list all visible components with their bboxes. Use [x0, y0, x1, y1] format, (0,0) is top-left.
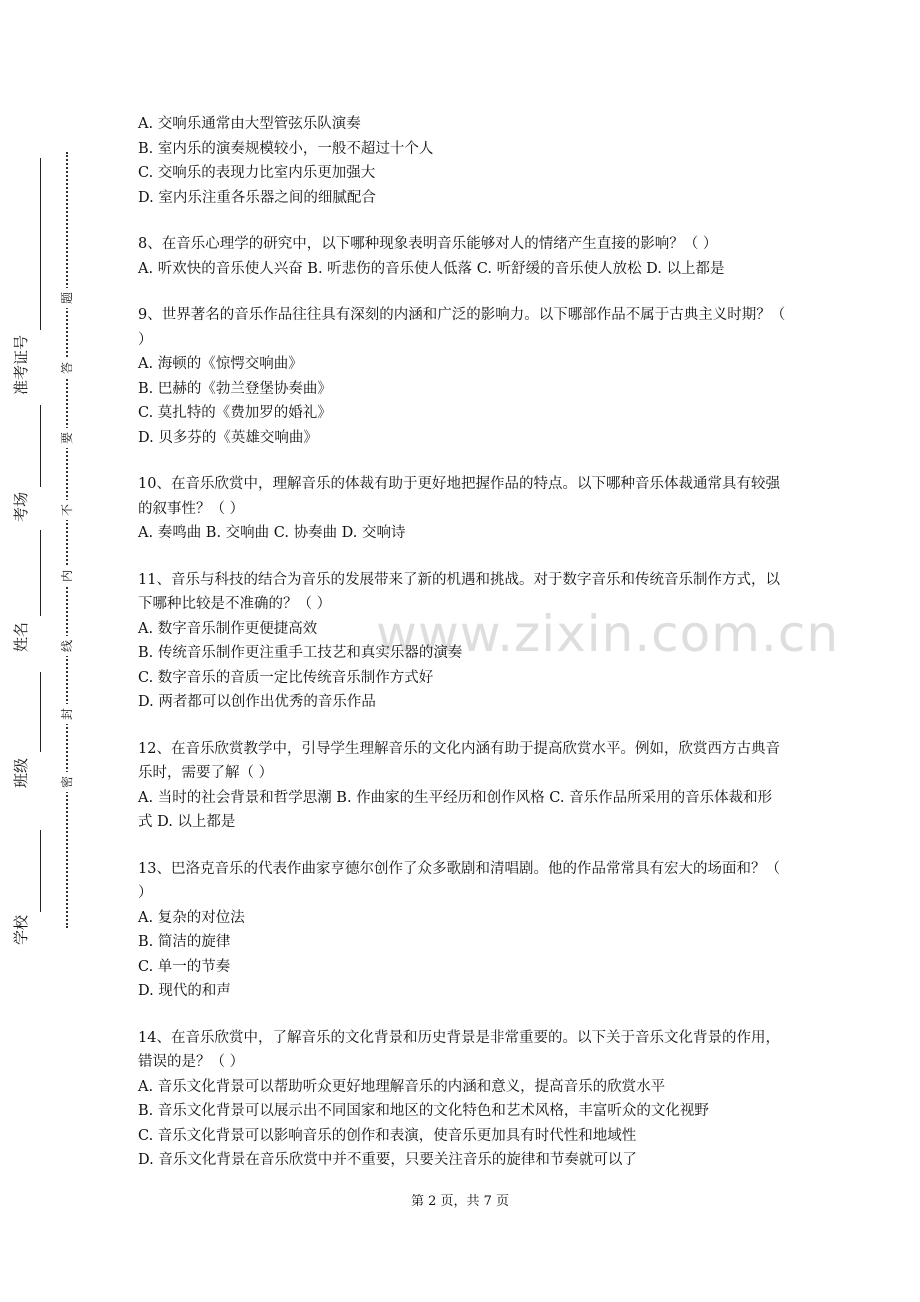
seal-char: 要 — [57, 428, 77, 448]
binding-margin — [0, 0, 100, 1302]
option: B. 简洁的旋律 — [138, 934, 231, 950]
option: B. 室内乐的演奏规模较小，一般不超过十个人 — [138, 140, 434, 157]
option: A. 复杂的对位法 — [138, 909, 245, 926]
option: C. 数字音乐的音质一定比传统音乐制作方式好 — [138, 669, 434, 686]
option: D. 现代的和声 — [138, 983, 231, 999]
question-stem: 14、在音乐欣赏中，了解音乐的文化背景和历史背景是非常重要的。以下关于音乐文化背景的作用，错误的是？（ ） — [138, 1029, 780, 1070]
seal-char: 线 — [57, 636, 77, 656]
field-line-school — [40, 830, 41, 912]
seal-char: 封 — [57, 704, 77, 724]
option: A. 听欢快的音乐使人兴奋 B. 听悲伤的音乐使人低落 C. 听舒缓的音乐使人放松 D. 以上都是 — [138, 260, 725, 277]
seal-char: 内 — [57, 566, 77, 586]
seal-dotted-line — [66, 152, 68, 928]
option: B. 传统音乐制作更注重手工技艺和真实乐器的演奏 — [138, 645, 463, 661]
question-list — [138, 112, 786, 1173]
option: A. 当时的社会背景和哲学思潮 B. 作曲家的生平经历和创作风格 C. 音乐作品所采用的音乐体裁和形式 D. 以上都是 — [138, 789, 773, 830]
option: D. 室内乐注重各乐器之间的细腻配合 — [138, 189, 376, 206]
question-13 — [138, 857, 786, 1004]
seal-char: 题 — [57, 288, 77, 308]
question-stem: 13、巴洛克音乐的代表作曲家亨德尔创作了众多歌剧和清唱剧。他的作品常常具有宏大的场面和？（ ） — [138, 860, 780, 901]
option: A. 音乐文化背景可以帮助听众更好地理解音乐的内涵和意义，提高音乐的欣赏水平 — [138, 1078, 666, 1095]
field-line-room — [40, 405, 41, 487]
question-11 — [138, 568, 786, 715]
option: C. 交响乐的表现力比室内乐更加强大 — [138, 165, 376, 181]
option: D. 两者都可以创作出优秀的音乐作品 — [138, 694, 376, 710]
option: A. 数字音乐制作更便捷高效 — [138, 620, 318, 637]
field-label-name: 姓名 — [12, 621, 30, 652]
page-number-footer: 第 2 页，共 7 页 — [410, 1194, 510, 1209]
seal-char: 不 — [57, 500, 77, 520]
field-label-class: 班级 — [12, 757, 30, 788]
question-14 — [138, 1026, 786, 1173]
option: A. 奏鸣曲 B. 交响曲 C. 协奏曲 D. 交响诗 — [138, 525, 406, 541]
option: C. 音乐文化背景可以影响音乐的创作和表演，使音乐更加具有时代性和地域性 — [138, 1127, 637, 1144]
question-stem: 9、世界著名的音乐作品往往具有深刻的内涵和广泛的影响力。以下哪部作品不属于古典主义时期？（ ） — [138, 307, 786, 348]
question-12 — [138, 737, 786, 835]
field-line-name — [40, 530, 41, 616]
seal-char: 答 — [57, 358, 77, 378]
option: C. 莫扎特的《费加罗的婚礼》 — [138, 405, 332, 421]
question-stem: 10、在音乐欣赏中，理解音乐的体裁有助于更好地把握作品的特点。以下哪种音乐体裁通常具有较强的叙事性？（ ） — [138, 476, 780, 517]
question-8 — [138, 232, 786, 281]
field-label-room: 考场 — [12, 491, 30, 522]
question-stem: 12、在音乐欣赏教学中，引导学生理解音乐的文化内涵有助于提高欣赏水平。例如，欣赏西方古典音乐时，需要了解（ ） — [138, 740, 780, 781]
watermark: www.zixin.com.cn — [376, 605, 840, 663]
option: D. 音乐文化背景在音乐欣赏中并不重要，只要关注音乐的旋律和节奏就可以了 — [138, 1152, 637, 1168]
question-stem: 11、音乐与科技的结合为音乐的发展带来了新的机遇和挑战。对于数字音乐和传统音乐制作方式，以下哪种比较是不准确的？（ ） — [138, 571, 780, 612]
option: A. 交响乐通常由大型管弦乐队演奏 — [138, 116, 361, 132]
previous-question-options — [138, 112, 786, 210]
field-line-class — [40, 672, 41, 752]
option: B. 音乐文化背景可以展示出不同国家和地区的文化特色和艺术风格，丰富听众的文化视野 — [138, 1103, 709, 1119]
option: B. 巴赫的《勃兰登堡协奏曲》 — [138, 380, 332, 397]
field-label-ticket: 准考证号 — [12, 334, 30, 395]
question-9 — [138, 303, 786, 450]
field-label-school: 学校 — [12, 914, 30, 945]
field-line-ticket — [40, 158, 41, 330]
seal-char: 密 — [57, 772, 77, 792]
question-stem: 8、在音乐心理学的研究中，以下哪种现象表明音乐能够对人的情绪产生直接的影响？（ ） — [138, 236, 718, 252]
option: A. 海顿的《惊愕交响曲》 — [138, 356, 303, 372]
option: D. 贝多芬的《英雄交响曲》 — [138, 429, 318, 446]
option: C. 单一的节奏 — [138, 958, 231, 975]
question-10 — [138, 472, 786, 546]
